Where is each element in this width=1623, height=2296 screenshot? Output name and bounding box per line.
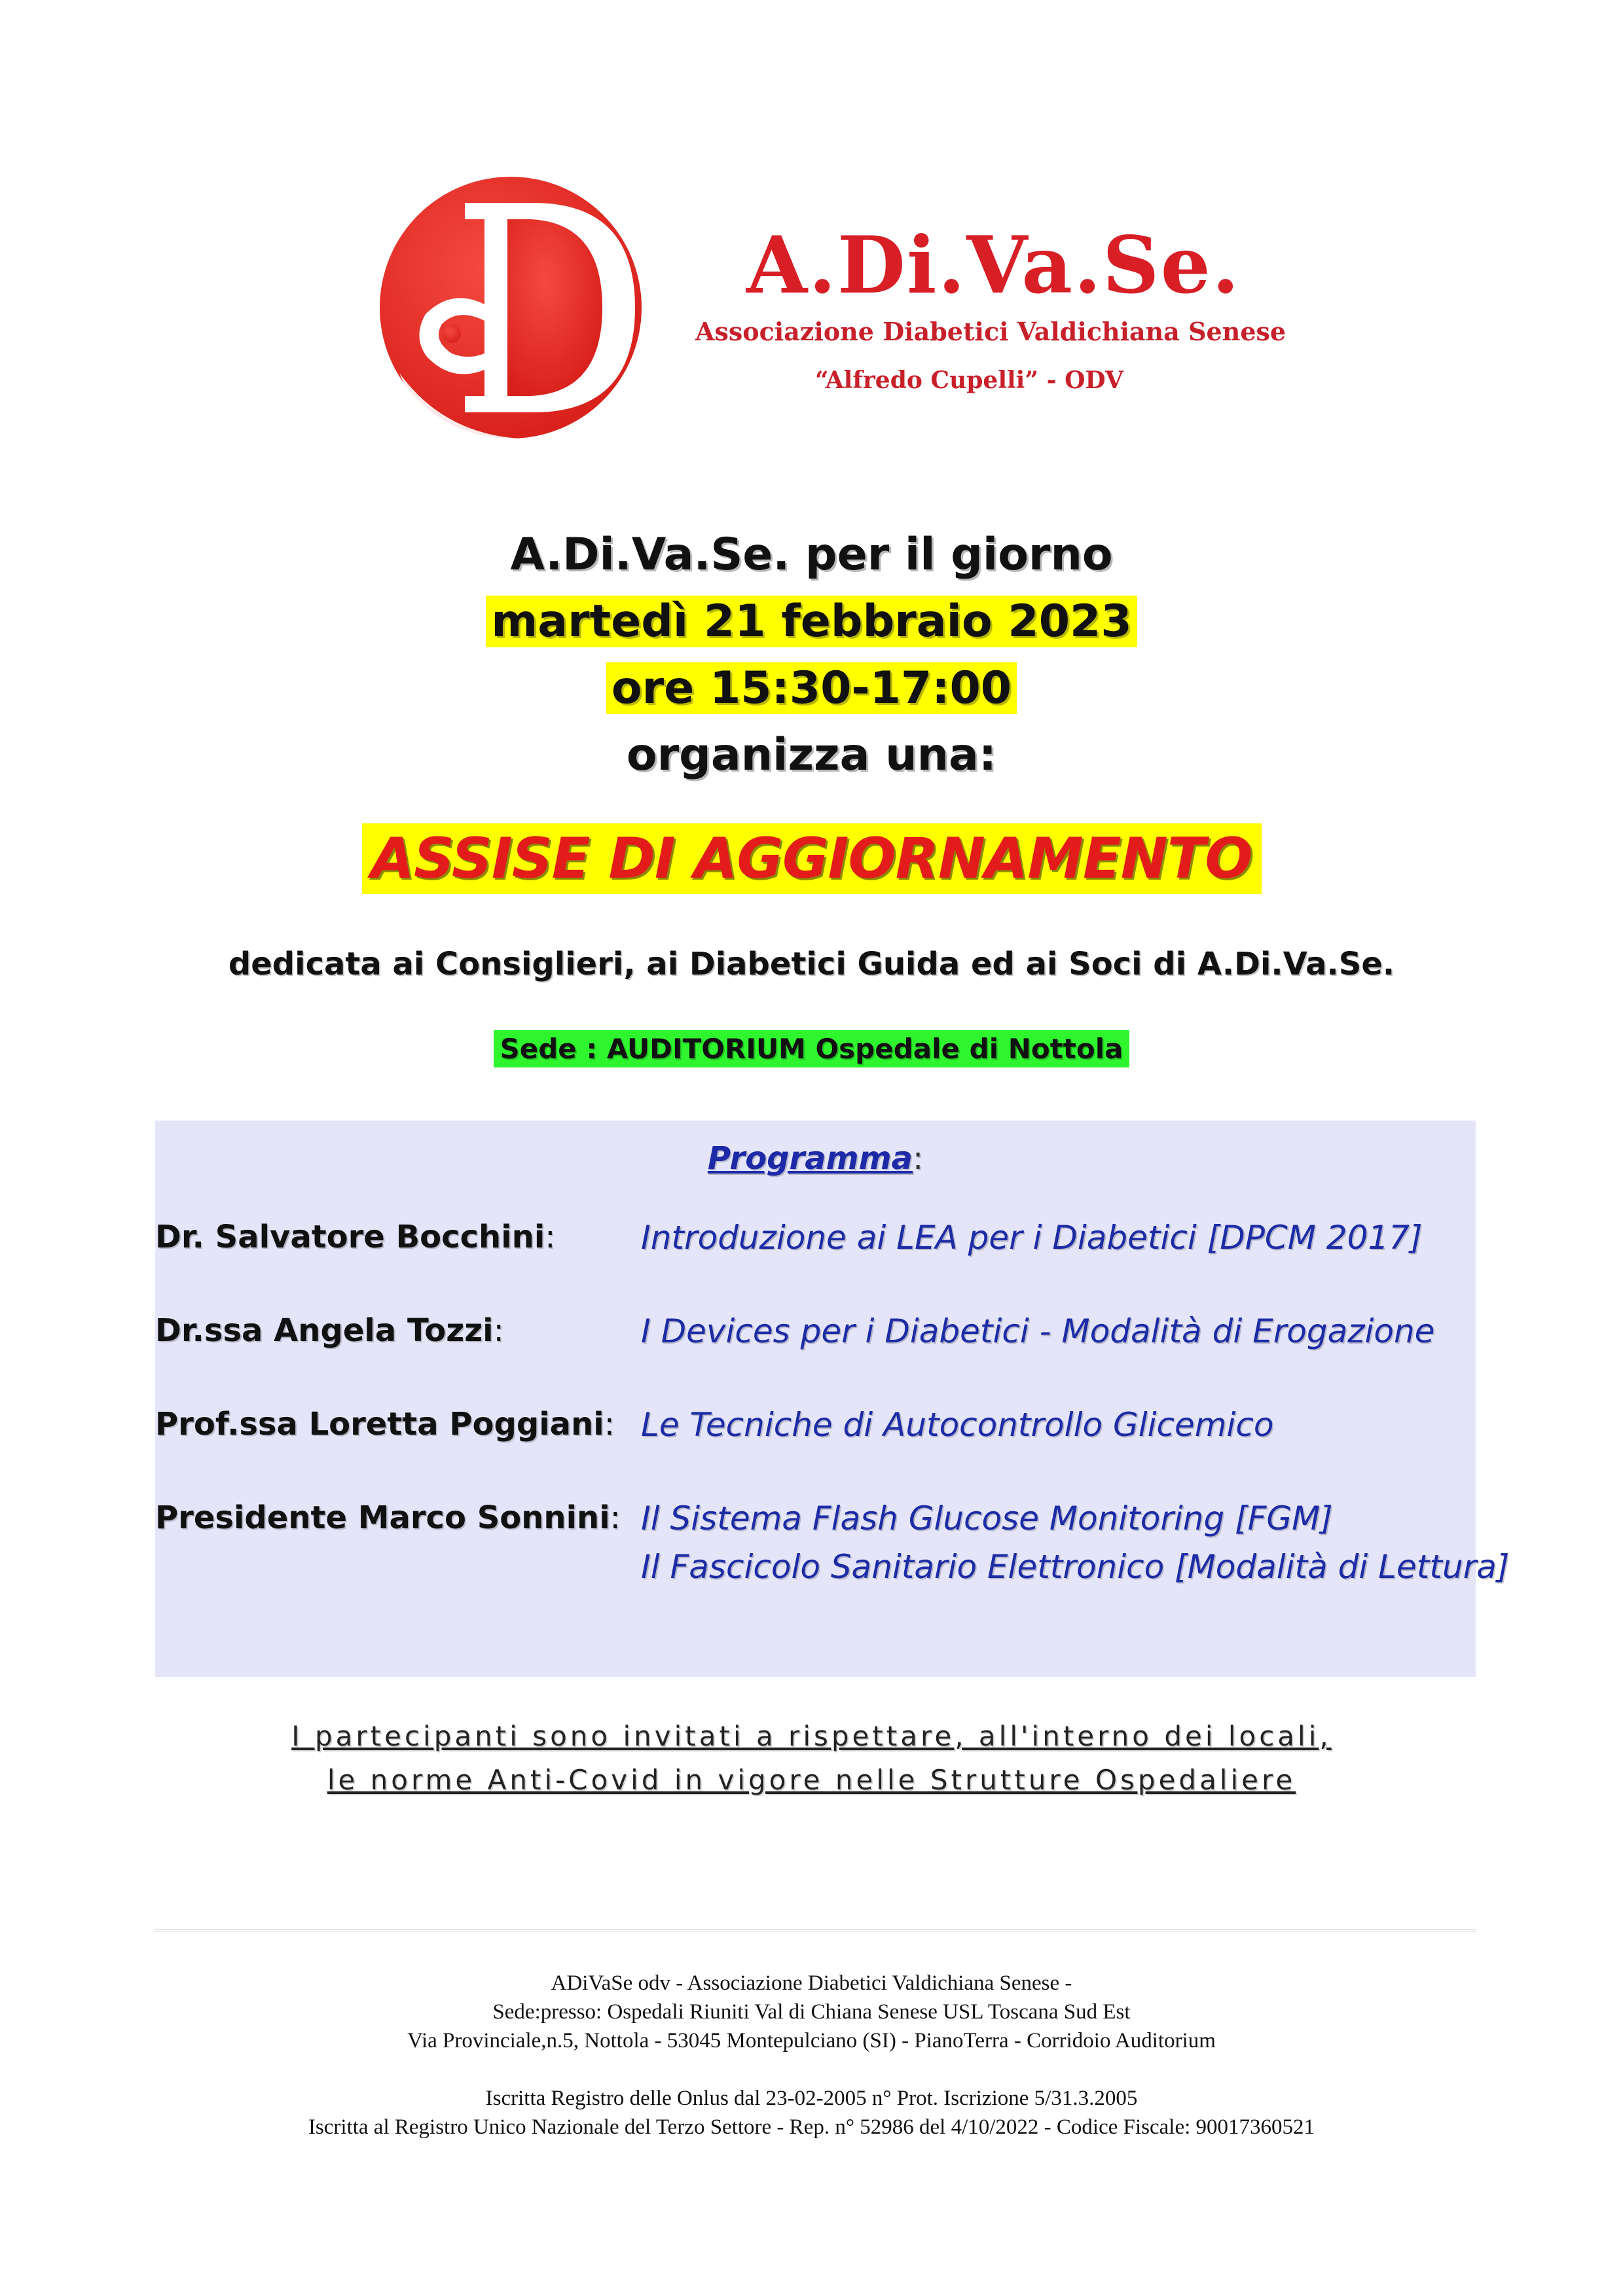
event-title-text: ASSISE DI AGGIORNAMENTO [362, 823, 1262, 894]
footer-line2: Sede:presso: Ospedali Riuniti Val di Chiana Senese USL Toscana Sud Est [492, 2000, 1131, 2024]
heading-time-text: ore 15:30-17:00 [606, 662, 1017, 714]
speaker-1 [155, 1219, 555, 1255]
program-title-text: Programma [707, 1140, 913, 1177]
notice-line1: I partecipanti sono invitati a rispettare, all'interno dei locali, [291, 1720, 1332, 1752]
speaker-3-name: Prof.ssa Loretta Poggiani [155, 1406, 604, 1443]
topic-2: I Devices per i Diabetici - Modalità di Erogazione [641, 1312, 1435, 1350]
heading-line1-text: A.Di.Va.Se. per il giorno [510, 529, 1113, 581]
heading-line4-text: organizza una: [626, 729, 997, 781]
notice-line2: le norme Anti-Covid in vigore nelle Strutture Ospedaliere [327, 1764, 1296, 1796]
logo-subtitle: “Alfredo Cupelli” - ODV [815, 367, 1123, 394]
footer-line5: Iscritta al Registro Unico Nazionale del Terzo Settore - Rep. n° 52986 del 4/10/2022 - Codice Fiscale: 90017360521 [308, 2115, 1315, 2139]
footer-line1: ADiVaSe odv - Associazione Diabetici Valdichiana Senese - [551, 1971, 1072, 1995]
program-title-colon: : [913, 1140, 924, 1177]
venue-text: Sede : AUDITORIUM Ospedale di Nottola [494, 1030, 1130, 1067]
speaker-1-colon: : [545, 1219, 556, 1255]
program-box [155, 1121, 1510, 1677]
speaker-4-name: Presidente Marco Sonnini [155, 1499, 610, 1536]
footer-line3: Via Provinciale,n.5, Nottola - 53045 Montepulciano (SI) - PianoTerra - Corridoio Auditorium [407, 2029, 1216, 2053]
logo-association: Associazione Diabetici Valdichiana Senese [695, 317, 1286, 346]
speaker-3-colon: : [604, 1406, 615, 1443]
heading-line4 [0, 729, 1623, 781]
speaker-2-name: Dr.ssa Angela Tozzi [155, 1312, 494, 1349]
venue [0, 1033, 1623, 1065]
footer-divider [155, 1929, 1476, 1931]
speaker-4 [155, 1499, 621, 1536]
event-title [0, 826, 1623, 891]
heading-time [0, 662, 1623, 714]
speaker-2 [155, 1312, 504, 1349]
topic-4b: Il Fascicolo Sanitario Elettronico [Modalità di Lettura] [641, 1548, 1510, 1586]
logo-d-icon [380, 157, 681, 458]
footer-line4: Iscritta Registro delle Onlus dal 23-02-2005 n° Prot. Iscrizione 5/31.3.2005 [485, 2087, 1138, 2110]
speaker-1-name: Dr. Salvatore Bocchini [155, 1219, 545, 1255]
speaker-2-colon: : [493, 1312, 504, 1349]
topic-1: Introduzione ai LEA per i Diabetici [DPCM 2017] [641, 1219, 1423, 1257]
logo-d-mark [380, 157, 681, 458]
dedicated-to: dedicata ai Consiglieri, ai Diabetici Guida ed ai Soci di A.Di.Va.Se. [228, 946, 1395, 982]
speaker-4-colon: : [610, 1499, 621, 1536]
speaker-3 [155, 1406, 615, 1443]
topic-3: Le Tecniche di Autocontrollo Glicemico [641, 1406, 1274, 1444]
program-title [155, 1140, 1476, 1177]
heading-date [0, 596, 1623, 647]
heading-line1 [0, 529, 1623, 581]
heading-date-text: martedì 21 febbraio 2023 [486, 596, 1137, 647]
logo-name: A.Di.Va.Se. [746, 219, 1241, 312]
topic-4a: Il Sistema Flash Glucose Monitoring [FGM] [641, 1499, 1333, 1537]
